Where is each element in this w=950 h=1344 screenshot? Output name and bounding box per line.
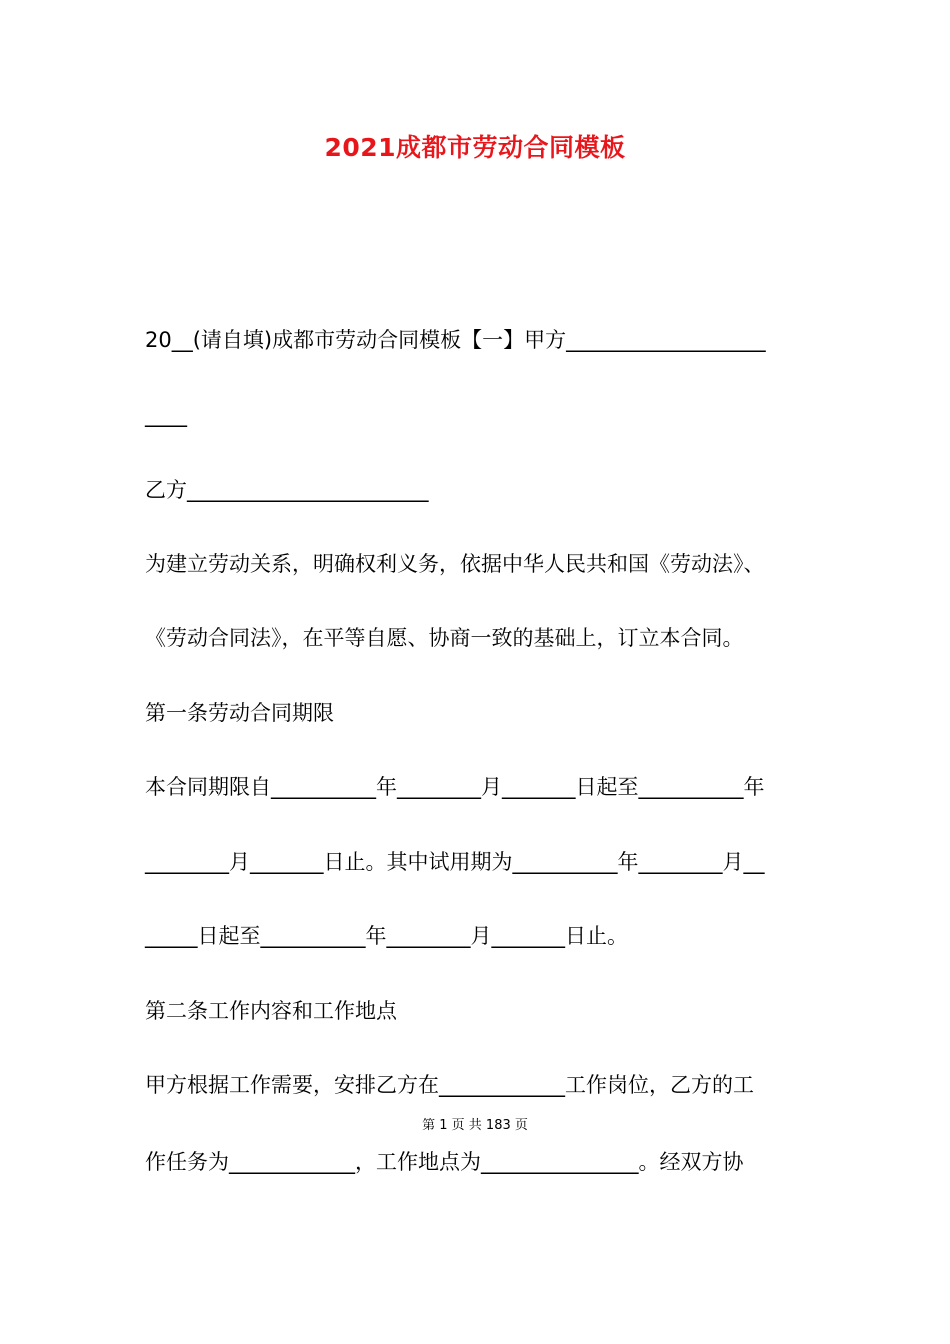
page-footer: 第 1 页 共 183 页	[422, 1118, 528, 1133]
body-line: 作任务为____________，工作地点为_______________。经双方协	[145, 1150, 744, 1174]
body-line: 甲方根据工作需要，安排乙方在____________工作岗位，乙方的工	[145, 1073, 754, 1097]
body-line: 本合同期限自__________年________月_______日起至__________年	[145, 775, 765, 799]
body-line: 20__(请自填)成都市劳动合同模板【一】甲方___________________	[145, 328, 766, 352]
body-line: 乙方_______________________	[145, 478, 429, 502]
body-line: _____日起至__________年________月_______日止。	[145, 924, 628, 948]
body-line: 《劳动合同法》，在平等自愿、协商一致的基础上，订立本合同。	[145, 626, 744, 650]
body-line: ________月_______日止。其中试用期为__________年________月__	[145, 850, 765, 874]
section-heading: 第一条劳动合同期限	[145, 701, 334, 725]
document-title: 2021成都市劳动合同模板	[324, 133, 626, 162]
section-heading: 第二条工作内容和工作地点	[145, 999, 397, 1023]
body-line: 为建立劳动关系，明确权利义务，依据中华人民共和国《劳动法》、	[145, 552, 765, 576]
body-line: ____	[145, 403, 187, 427]
